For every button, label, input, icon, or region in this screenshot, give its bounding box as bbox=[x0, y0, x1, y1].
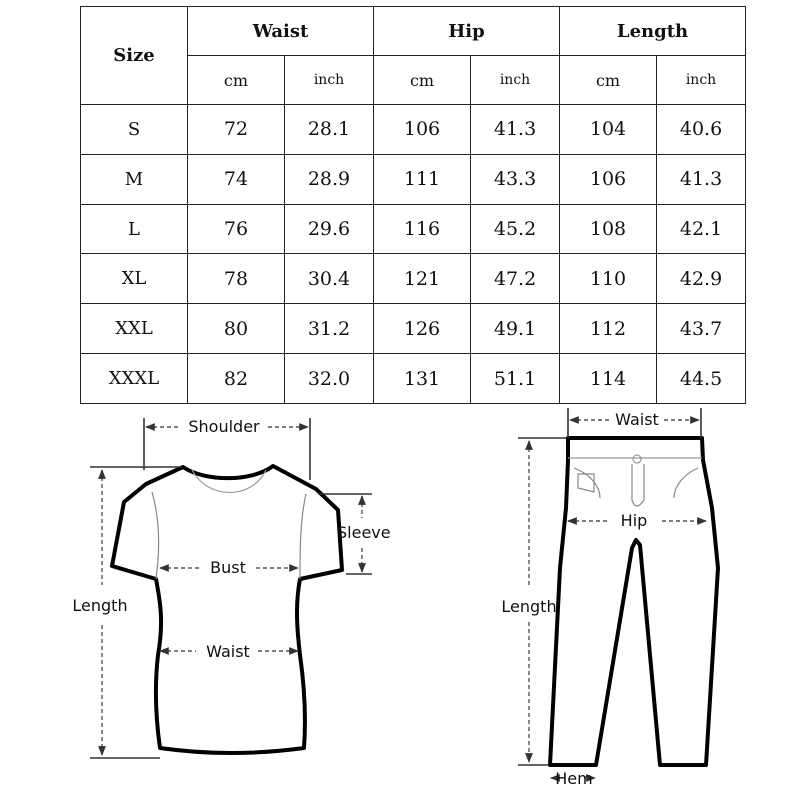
unit-header: inch bbox=[657, 56, 746, 105]
value-cell: 104 bbox=[560, 105, 657, 155]
size-cell: L bbox=[81, 204, 188, 254]
value-cell: 43.7 bbox=[657, 304, 746, 354]
value-cell: 30.4 bbox=[285, 254, 374, 304]
value-cell: 82 bbox=[188, 354, 285, 404]
value-cell: 72 bbox=[188, 105, 285, 155]
value-cell: 31.2 bbox=[285, 304, 374, 354]
value-cell: 32.0 bbox=[285, 354, 374, 404]
length-header: Length bbox=[560, 7, 746, 56]
value-cell: 45.2 bbox=[471, 204, 560, 254]
value-cell: 74 bbox=[188, 154, 285, 204]
size-cell: S bbox=[81, 105, 188, 155]
value-cell: 116 bbox=[374, 204, 471, 254]
value-cell: 28.1 bbox=[285, 105, 374, 155]
pants-outline bbox=[550, 438, 718, 765]
bust-label: Bust bbox=[210, 558, 246, 577]
value-cell: 29.6 bbox=[285, 204, 374, 254]
value-cell: 126 bbox=[374, 304, 471, 354]
unit-header: inch bbox=[285, 56, 374, 105]
size-cell: M bbox=[81, 154, 188, 204]
size-cell: XXXL bbox=[81, 354, 188, 404]
value-cell: 106 bbox=[560, 154, 657, 204]
value-cell: 112 bbox=[560, 304, 657, 354]
value-cell: 44.5 bbox=[657, 354, 746, 404]
sleeve-label: Sleeve bbox=[337, 523, 391, 542]
size-cell: XL bbox=[81, 254, 188, 304]
value-cell: 42.1 bbox=[657, 204, 746, 254]
value-cell: 47.2 bbox=[471, 254, 560, 304]
value-cell: 78 bbox=[188, 254, 285, 304]
value-cell: 110 bbox=[560, 254, 657, 304]
value-cell: 42.9 bbox=[657, 254, 746, 304]
tshirt-illustration bbox=[112, 466, 342, 753]
shoulder-label: Shoulder bbox=[188, 417, 260, 436]
size-cell: XXL bbox=[81, 304, 188, 354]
value-cell: 111 bbox=[374, 154, 471, 204]
value-cell: 28.9 bbox=[285, 154, 374, 204]
unit-header: cm bbox=[188, 56, 285, 105]
value-cell: 76 bbox=[188, 204, 285, 254]
value-cell: 40.6 bbox=[657, 105, 746, 155]
value-cell: 51.1 bbox=[471, 354, 560, 404]
value-cell: 80 bbox=[188, 304, 285, 354]
waist-header: Waist bbox=[188, 7, 374, 56]
pants-waist-label: Waist bbox=[615, 410, 659, 429]
pants-illustration bbox=[550, 438, 718, 765]
unit-header: inch bbox=[471, 56, 560, 105]
value-cell: 121 bbox=[374, 254, 471, 304]
tshirt-outline bbox=[112, 466, 342, 753]
size-header: Size bbox=[81, 7, 188, 105]
length-label: Length bbox=[72, 596, 128, 615]
value-cell: 43.3 bbox=[471, 154, 560, 204]
value-cell: 49.1 bbox=[471, 304, 560, 354]
pants-length-label: Length bbox=[501, 597, 557, 616]
hip-label: Hip bbox=[620, 511, 648, 530]
waist-label: Waist bbox=[206, 642, 250, 661]
hip-header: Hip bbox=[374, 7, 560, 56]
value-cell: 41.3 bbox=[471, 105, 560, 155]
value-cell: 131 bbox=[374, 354, 471, 404]
value-cell: 106 bbox=[374, 105, 471, 155]
value-cell: 41.3 bbox=[657, 154, 746, 204]
hem-label: Hem bbox=[555, 769, 593, 788]
unit-header: cm bbox=[374, 56, 471, 105]
value-cell: 114 bbox=[560, 354, 657, 404]
unit-header: cm bbox=[560, 56, 657, 105]
value-cell: 108 bbox=[560, 204, 657, 254]
